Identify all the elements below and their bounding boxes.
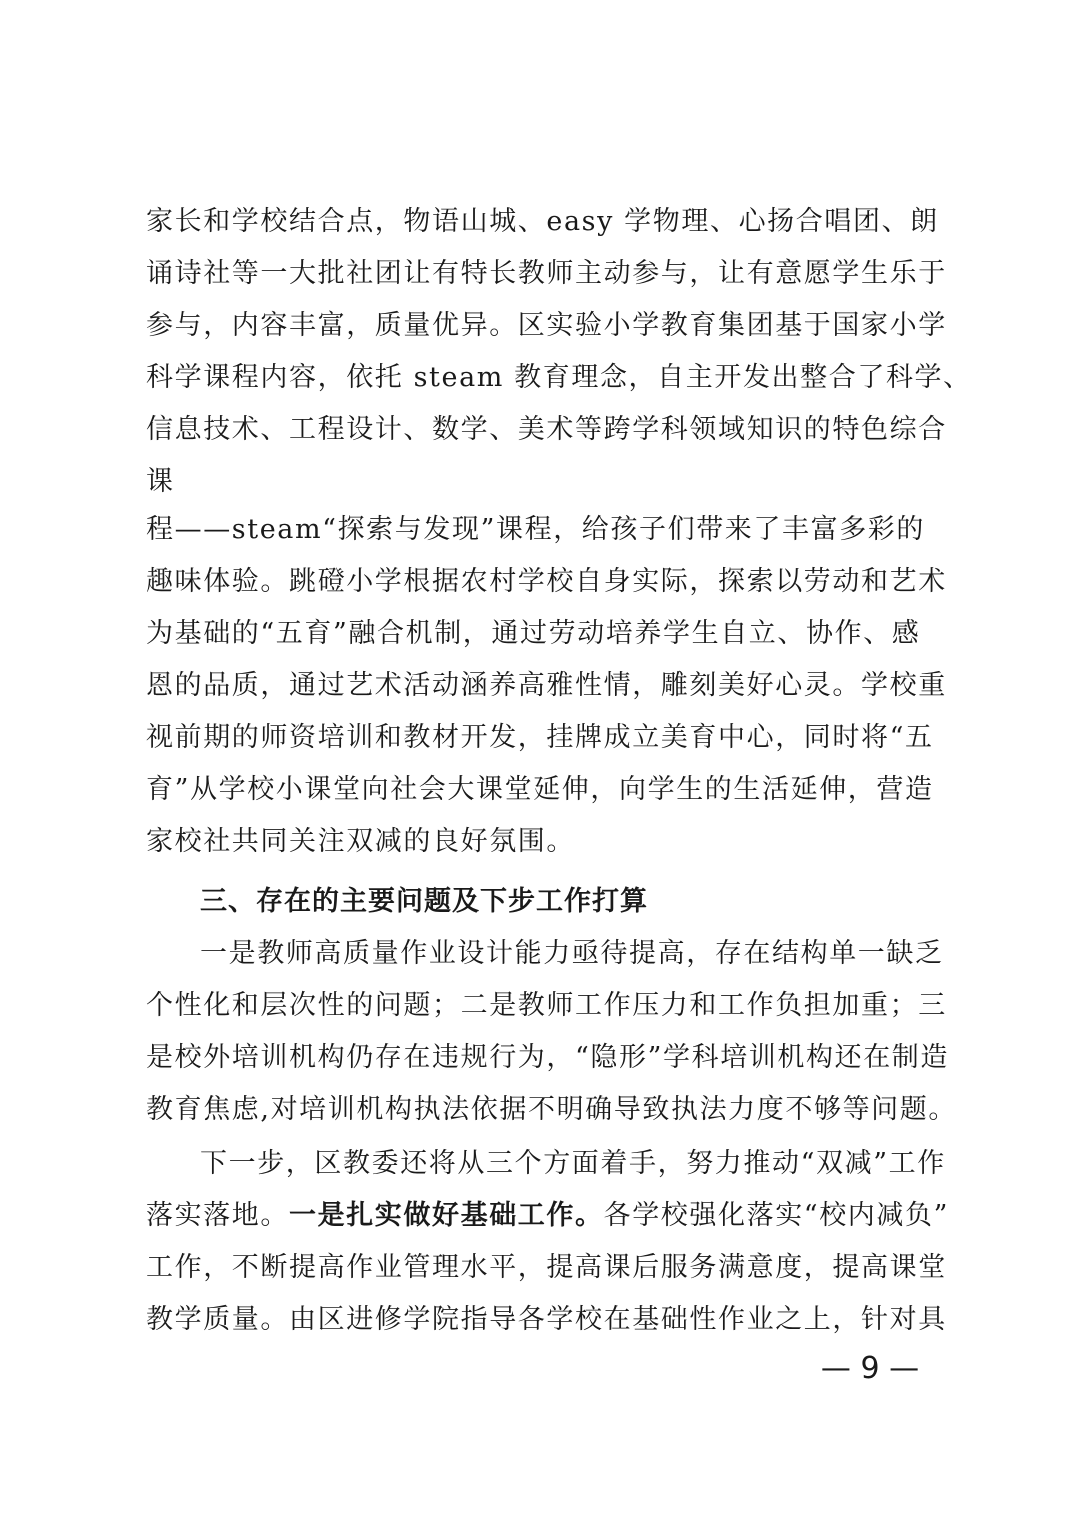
problems-text-line: 教育焦虑,对培训机构执法依据不明确导致执法力度不够等问题。 xyxy=(146,1094,957,1125)
emphasis-text: 一是扎实做好基础工作。 xyxy=(289,1200,604,1231)
body-text-line: 趣味体验。跳磴小学根据农村学校自身实际，探索以劳动和艺术 xyxy=(146,566,947,597)
body-text-line: 恩的品质，通过艺术活动涵养高雅性情，雕刻美好心灵。学校重 xyxy=(146,670,947,701)
page-number: — 9 — xyxy=(820,1351,920,1386)
problems-text-line: 个性化和层次性的问题；二是教师工作压力和工作负担加重；三 xyxy=(146,990,947,1021)
body-text-line: 视前期的师资培训和教材开发，挂牌成立美育中心，同时将“五 xyxy=(146,722,934,753)
next-steps-text-line: 教学质量。由区进修学院指导各学校在基础性作业之上，针对具 xyxy=(146,1304,947,1335)
body-text-line: 参与，内容丰富，质量优异。区实验小学教育集团基于国家小学 xyxy=(146,310,947,341)
body-text-line: 程——steam“探索与发现”课程，给孩子们带来了丰富多彩的 xyxy=(146,514,925,545)
problems-text-line: 一是教师高质量作业设计能力亟待提高，存在结构单一缺乏 xyxy=(200,938,944,969)
body-text-line: 家长和学校结合点，物语山城、easy 学物理、心扬合唱团、朗 xyxy=(146,206,939,237)
next-steps-text-line: 工作，不断提高作业管理水平，提高课后服务满意度，提高课堂 xyxy=(146,1252,947,1283)
body-text-line: 信息技术、工程设计、数学、美术等跨学科领域知识的特色综合 xyxy=(146,414,947,445)
body-text-line: 课 xyxy=(146,466,175,497)
next-steps-suffix: 各学校强化落实“校内减负” xyxy=(603,1200,950,1231)
next-steps-text-line xyxy=(146,1196,950,1236)
body-text-line: 诵诗社等一大批社团让有特长教师主动参与，让有意愿学生乐于 xyxy=(146,258,947,289)
next-steps-text-line: 下一步，区教委还将从三个方面着手，努力推动“双减”工作 xyxy=(200,1148,946,1179)
body-text-line: 家校社共同关注双减的良好氛围。 xyxy=(146,826,575,857)
section-heading: 三、存在的主要问题及下步工作打算 xyxy=(200,886,648,917)
problems-text-line: 是校外培训机构仍存在违规行为，“隐形”学科培训机构还在制造 xyxy=(146,1042,950,1073)
body-text-line: 为基础的“五育”融合机制，通过劳动培养学生自立、协作、感 xyxy=(146,618,921,649)
body-text-line: 科学课程内容，依托 steam 教育理念，自主开发出整合了科学、 xyxy=(146,362,972,393)
body-text-line: 育”从学校小课堂向社会大课堂延伸，向学生的生活延伸，营造 xyxy=(146,774,934,805)
next-steps-prefix: 落实落地。 xyxy=(146,1200,289,1231)
